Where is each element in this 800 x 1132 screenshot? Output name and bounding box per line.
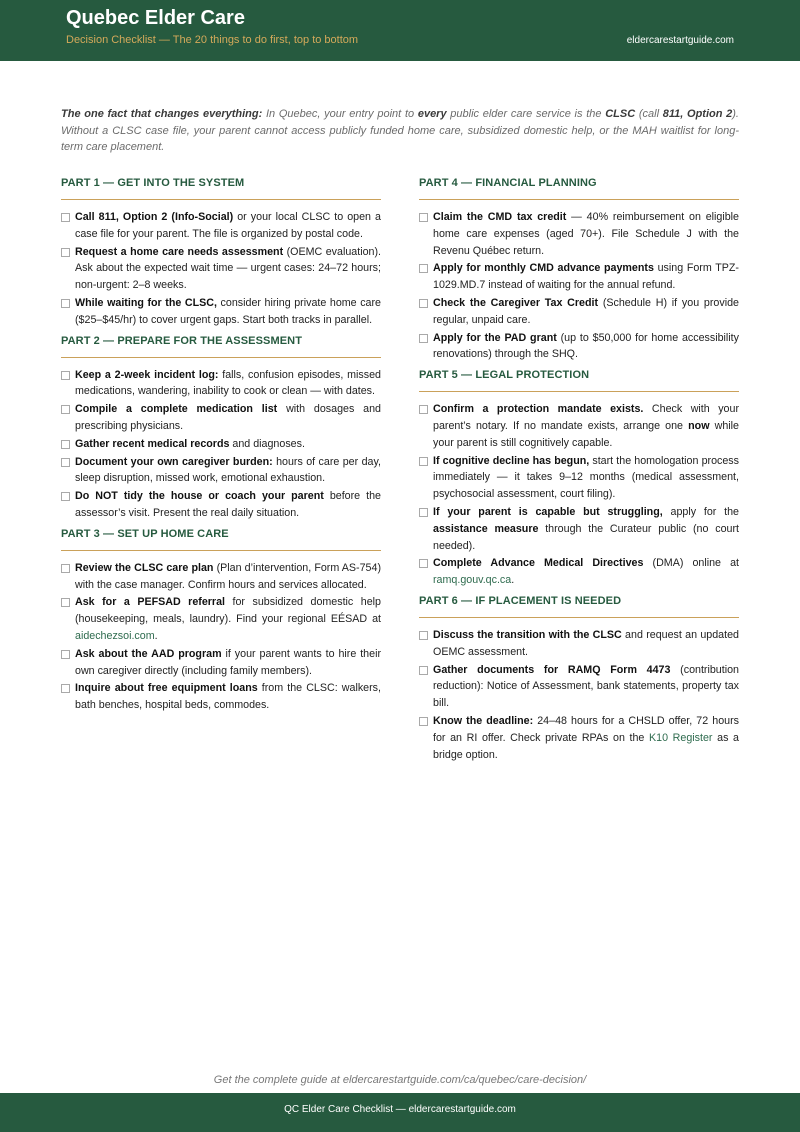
checkbox[interactable] xyxy=(61,213,70,222)
checklist-item: Apply for the PAD grant (up to $50,000 for home accessibility renovations) through the SHQ. xyxy=(419,330,739,364)
checkbox[interactable] xyxy=(419,508,428,517)
checkbox[interactable] xyxy=(419,213,428,222)
part-1-section xyxy=(61,177,381,329)
checkbox[interactable] xyxy=(61,650,70,659)
part-5-title: PART 5 — LEGAL PROTECTION xyxy=(419,369,739,392)
part-6-section xyxy=(419,595,739,763)
checklist-item: Gather documents for RAMQ Form 4473 (contribution reduction): Notice of Assessment, bank statements, property tax bill. xyxy=(419,662,739,712)
footer-guide-link[interactable]: Get the complete guide at eldercarestartguide.com/ca/quebec/care-decision/ xyxy=(213,1074,587,1086)
part-3-title: PART 3 — SET UP HOME CARE xyxy=(61,528,381,551)
page-header xyxy=(0,0,800,61)
checkbox[interactable] xyxy=(61,598,70,607)
part-4-section xyxy=(419,177,739,363)
checklist-item: Do NOT tidy the house or coach your parent before the assessor’s visit. Present the real daily situation. xyxy=(61,488,381,522)
page-subtitle: Decision Checklist — The 20 things to do first, top to bottom xyxy=(66,34,359,46)
checkbox[interactable] xyxy=(61,684,70,693)
checklist-item: If cognitive decline has begun, start the homologation process immediately — it takes 9–12 months (medical assessment, psychosocial assessment, court filing). xyxy=(419,453,739,503)
checklist-item: Claim the CMD tax credit — 40% reimbursement on eligible home care expenses (aged 70+). File Schedule J with the Revenu Québec return. xyxy=(419,209,739,259)
checkbox[interactable] xyxy=(419,631,428,640)
intro-paragraph: The one fact that changes everything: In Quebec, your entry point to every public elder care service is the CLSC (call 811, Option 2). Without a CLSC case file, your parent cannot access publicly funded home care, subsidized domestic help, or the MAH waitlist for long-term care placement. xyxy=(61,108,739,153)
checklist-item: Request a home care needs assessment (OEMC evaluation). Ask about the expected wait time — urgent cases: 24–72 hours; non-urgent: 2–8 weeks. xyxy=(61,244,381,294)
left-column xyxy=(61,177,381,720)
checkbox[interactable] xyxy=(61,440,70,449)
checklist-item: Gather recent medical records and diagnoses. xyxy=(61,436,381,453)
checklist-item: Ask for a PEFSAD referral for subsidized domestic help (housekeeping, meals, laundry). Find your regional EÉSAD at aidechezsoi.com. xyxy=(61,594,381,644)
part-3-section xyxy=(61,528,381,714)
part-1-title: PART 1 — GET INTO THE SYSTEM xyxy=(61,177,381,200)
checkbox[interactable] xyxy=(419,457,428,466)
checkbox[interactable] xyxy=(419,264,428,273)
part-5-section xyxy=(419,369,739,589)
footer-bar xyxy=(0,1093,800,1132)
checklist-item: Apply for monthly CMD advance payments using Form TPZ-1029.MD.7 instead of waiting for the annual refund. xyxy=(419,260,739,294)
checklist-item: If your parent is capable but struggling, apply for the assistance measure through the Curateur public (no court needed). xyxy=(419,504,739,554)
right-column xyxy=(419,177,739,769)
aidechezsoi-link[interactable]: aidechezsoi.com xyxy=(75,629,155,642)
checklist-item: Document your own caregiver burden: hours of care per day, sleep disruption, missed work, emotional exhaustion. xyxy=(61,454,381,488)
checklist-item: Inquire about free equipment loans from the CLSC: walkers, bath benches, hospital beds, commodes. xyxy=(61,680,381,714)
checklist-item: Confirm a protection mandate exists. Check with your parent’s notary. If no mandate exists, arrange one now while your parent is still cognitively capable. xyxy=(419,401,739,451)
checkbox[interactable] xyxy=(419,334,428,343)
checkbox[interactable] xyxy=(61,405,70,414)
page-title: Quebec Elder Care xyxy=(66,7,245,29)
checklist-item: Know the deadline: 24–48 hours for a CHSLD offer, 72 hours for an RI offer. Check private RPAs on the K10 Register as a bridge option. xyxy=(419,713,739,763)
checkbox[interactable] xyxy=(61,371,70,380)
checkbox[interactable] xyxy=(61,564,70,573)
checkbox[interactable] xyxy=(61,492,70,501)
footer-text: QC Elder Care Checklist — eldercarestartguide.com xyxy=(284,1104,516,1115)
checklist-item: Ask about the AAD program if your parent wants to hire their own caregiver directly (including family members). xyxy=(61,646,381,680)
checkbox[interactable] xyxy=(61,458,70,467)
checklist-item: Review the CLSC care plan (Plan d’intervention, Form AS-754) with the case manager. Confirm hours and services allocated. xyxy=(61,560,381,594)
part-2-section xyxy=(61,335,381,522)
checkbox[interactable] xyxy=(419,559,428,568)
checklist-item: Complete Advance Medical Directives (DMA) online at ramq.gouv.qc.ca. xyxy=(419,555,739,589)
part-2-title: PART 2 — PREPARE FOR THE ASSESSMENT xyxy=(61,335,381,358)
part-6-title: PART 6 — IF PLACEMENT IS NEEDED xyxy=(419,595,739,618)
checkbox[interactable] xyxy=(419,717,428,726)
checklist-item: Call 811, Option 2 (Info-Social) or your local CLSC to open a case file for your parent. The file is organized by postal code. xyxy=(61,209,381,243)
k10-register-link[interactable]: K10 Register xyxy=(649,731,713,744)
ramq-link[interactable]: ramq.gouv.qc.ca xyxy=(433,574,512,587)
checkbox[interactable] xyxy=(61,248,70,257)
checkbox[interactable] xyxy=(61,299,70,308)
checklist-item: Keep a 2-week incident log: falls, confusion episodes, missed medications, wandering, inability to cook or clean — with dates. xyxy=(61,367,381,401)
part-4-title: PART 4 — FINANCIAL PLANNING xyxy=(419,177,739,200)
checklist-item: Discuss the transition with the CLSC and request an updated OEMC assessment. xyxy=(419,627,739,661)
checkbox[interactable] xyxy=(419,299,428,308)
checkbox[interactable] xyxy=(419,405,428,414)
checklist-item: Check the Caregiver Tax Credit (Schedule H) if you provide regular, unpaid care. xyxy=(419,295,739,329)
checkbox[interactable] xyxy=(419,666,428,675)
checklist-item: While waiting for the CLSC, consider hiring private home care ($25–$45/hr) to cover urgent gaps. Start both tracks in parallel. xyxy=(61,295,381,329)
intro-lead: The one fact that changes everything: xyxy=(61,108,263,120)
header-site-link[interactable]: eldercarestartguide.com xyxy=(626,35,734,46)
checklist-item: Compile a complete medication list with dosages and prescribing physicians. xyxy=(61,401,381,435)
